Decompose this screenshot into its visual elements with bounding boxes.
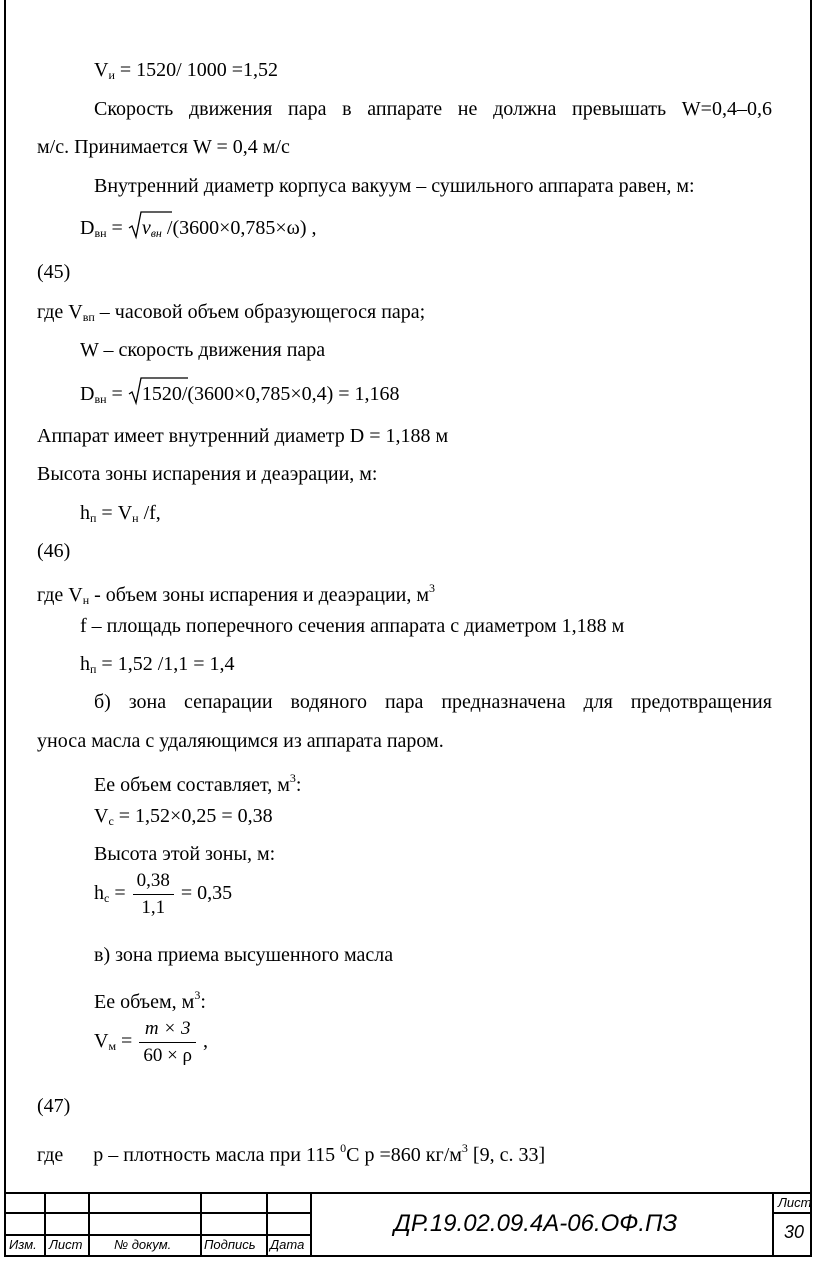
- sheet-number: 30: [784, 1222, 805, 1242]
- caption-sheet: Лист: [778, 1195, 812, 1210]
- text-its-volume: Ее объем, $м^3$:: [94, 988, 206, 1013]
- word: должна: [493, 98, 557, 120]
- equation-vm: $V_м$ = $\frac{m \times 3}{60 \times \rho}$ ,: [94, 1018, 209, 1066]
- word: зона: [128, 691, 167, 713]
- text-volume-is: Ее объем составляет, $м^3$:: [94, 771, 302, 796]
- fraction: $\frac{0,38}{1,1}$: [133, 870, 174, 919]
- text-f-definition: f – площадь поперечного сечения аппарата с диаметром 1,188 м: [80, 615, 625, 637]
- title-block: [4, 1192, 812, 1257]
- text-apparatus-diameter: Аппарат имеет внутренний диаметр D = 1,188 м: [37, 425, 449, 447]
- paragraph-speed-line1: [94, 97, 772, 121]
- word: пара: [384, 691, 424, 713]
- caption-signature: Подпись: [204, 1237, 256, 1252]
- equation-diameter-formula: $D_{вн}$ = $\nu_{вн}$ /(3600×0,785×ω) ,: [80, 216, 317, 245]
- equation-number-46: (46): [37, 540, 71, 562]
- text-w-definition: W – скорость движения пара: [80, 339, 326, 361]
- word: для: [583, 691, 613, 713]
- word: W=0,4–0,6: [681, 98, 772, 120]
- document-code: ДР.19.02.09.4А-06.ОФ.ПЗ: [394, 1210, 678, 1237]
- caption-list: Лист: [49, 1237, 83, 1252]
- formula-vc: $V_с = 1,52\times 0,25 = 0,38$: [94, 805, 273, 828]
- caption-doc-number: № докум.: [114, 1237, 172, 1252]
- equation-hc: $h_с$ = $\frac{0,38}{1,1}$ = 0,35: [94, 870, 233, 918]
- paragraph-separation-line1: [94, 690, 772, 714]
- word: аппарате: [367, 98, 443, 120]
- word: в: [342, 98, 352, 120]
- sqrt-sign: 1520: [128, 382, 182, 406]
- word: предотвращения: [630, 691, 772, 713]
- word: сепарации: [184, 691, 273, 713]
- text-where-vn: где $V_н$ - объем зоны испарения и деаэрации, $м^3$: [37, 581, 436, 607]
- paragraph-speed-line2: м/с. Принимается W = 0,4 м/с: [37, 136, 290, 158]
- text-zone-receive: в) зона приема высушенного масла: [94, 944, 394, 966]
- word: водяного: [290, 691, 368, 713]
- caption-izm: Изм.: [9, 1237, 37, 1252]
- word: превышать: [572, 98, 667, 120]
- equation-number-45: (45): [37, 261, 71, 283]
- word: предназначена: [441, 691, 566, 713]
- text-inner-diameter: Внутренний диаметр корпуса вакуум – сушильного аппарата равен, м:: [94, 175, 695, 197]
- fraction: $\frac{m \times 3}{60 \times \rho}$: [139, 1018, 196, 1067]
- formula-hp-value: $h_п = 1,52$ /1,1 = 1,4: [80, 653, 235, 676]
- sqrt-sign: $\nu_{вн}$: [128, 216, 162, 245]
- word: б): [94, 691, 111, 713]
- paragraph-separation-line2: уноса масла с удаляющимся из аппарата паром.: [37, 730, 444, 752]
- word: Скорость: [94, 98, 174, 120]
- text-oil-density: где р – плотность масла при 115 $^0$С р =860 $кг/м^3$ [9, с. 33]: [37, 1141, 546, 1166]
- text-evaporation-height: Высота зоны испарения и деаэрации, м:: [37, 463, 378, 485]
- word: не: [457, 98, 478, 120]
- caption-date: Дата: [270, 1237, 305, 1252]
- text-zone-height: Высота этой зоны, м:: [94, 843, 276, 865]
- word: пара: [287, 98, 327, 120]
- text-where-vvp: где $V_{вп}$ – часовой объем образующегося пара;: [37, 301, 426, 324]
- formula-vi: $V_и = 1520/$ 1000 =1,52: [94, 59, 278, 82]
- equation-number-47: (47): [37, 1095, 71, 1117]
- word: движения: [188, 98, 273, 120]
- formula-hp: $h_п = V_н$ /f,: [80, 502, 161, 525]
- equation-diameter-value: $D_{вн}$ = 1520/(3600×0,785×0,4) = 1,168: [80, 382, 400, 411]
